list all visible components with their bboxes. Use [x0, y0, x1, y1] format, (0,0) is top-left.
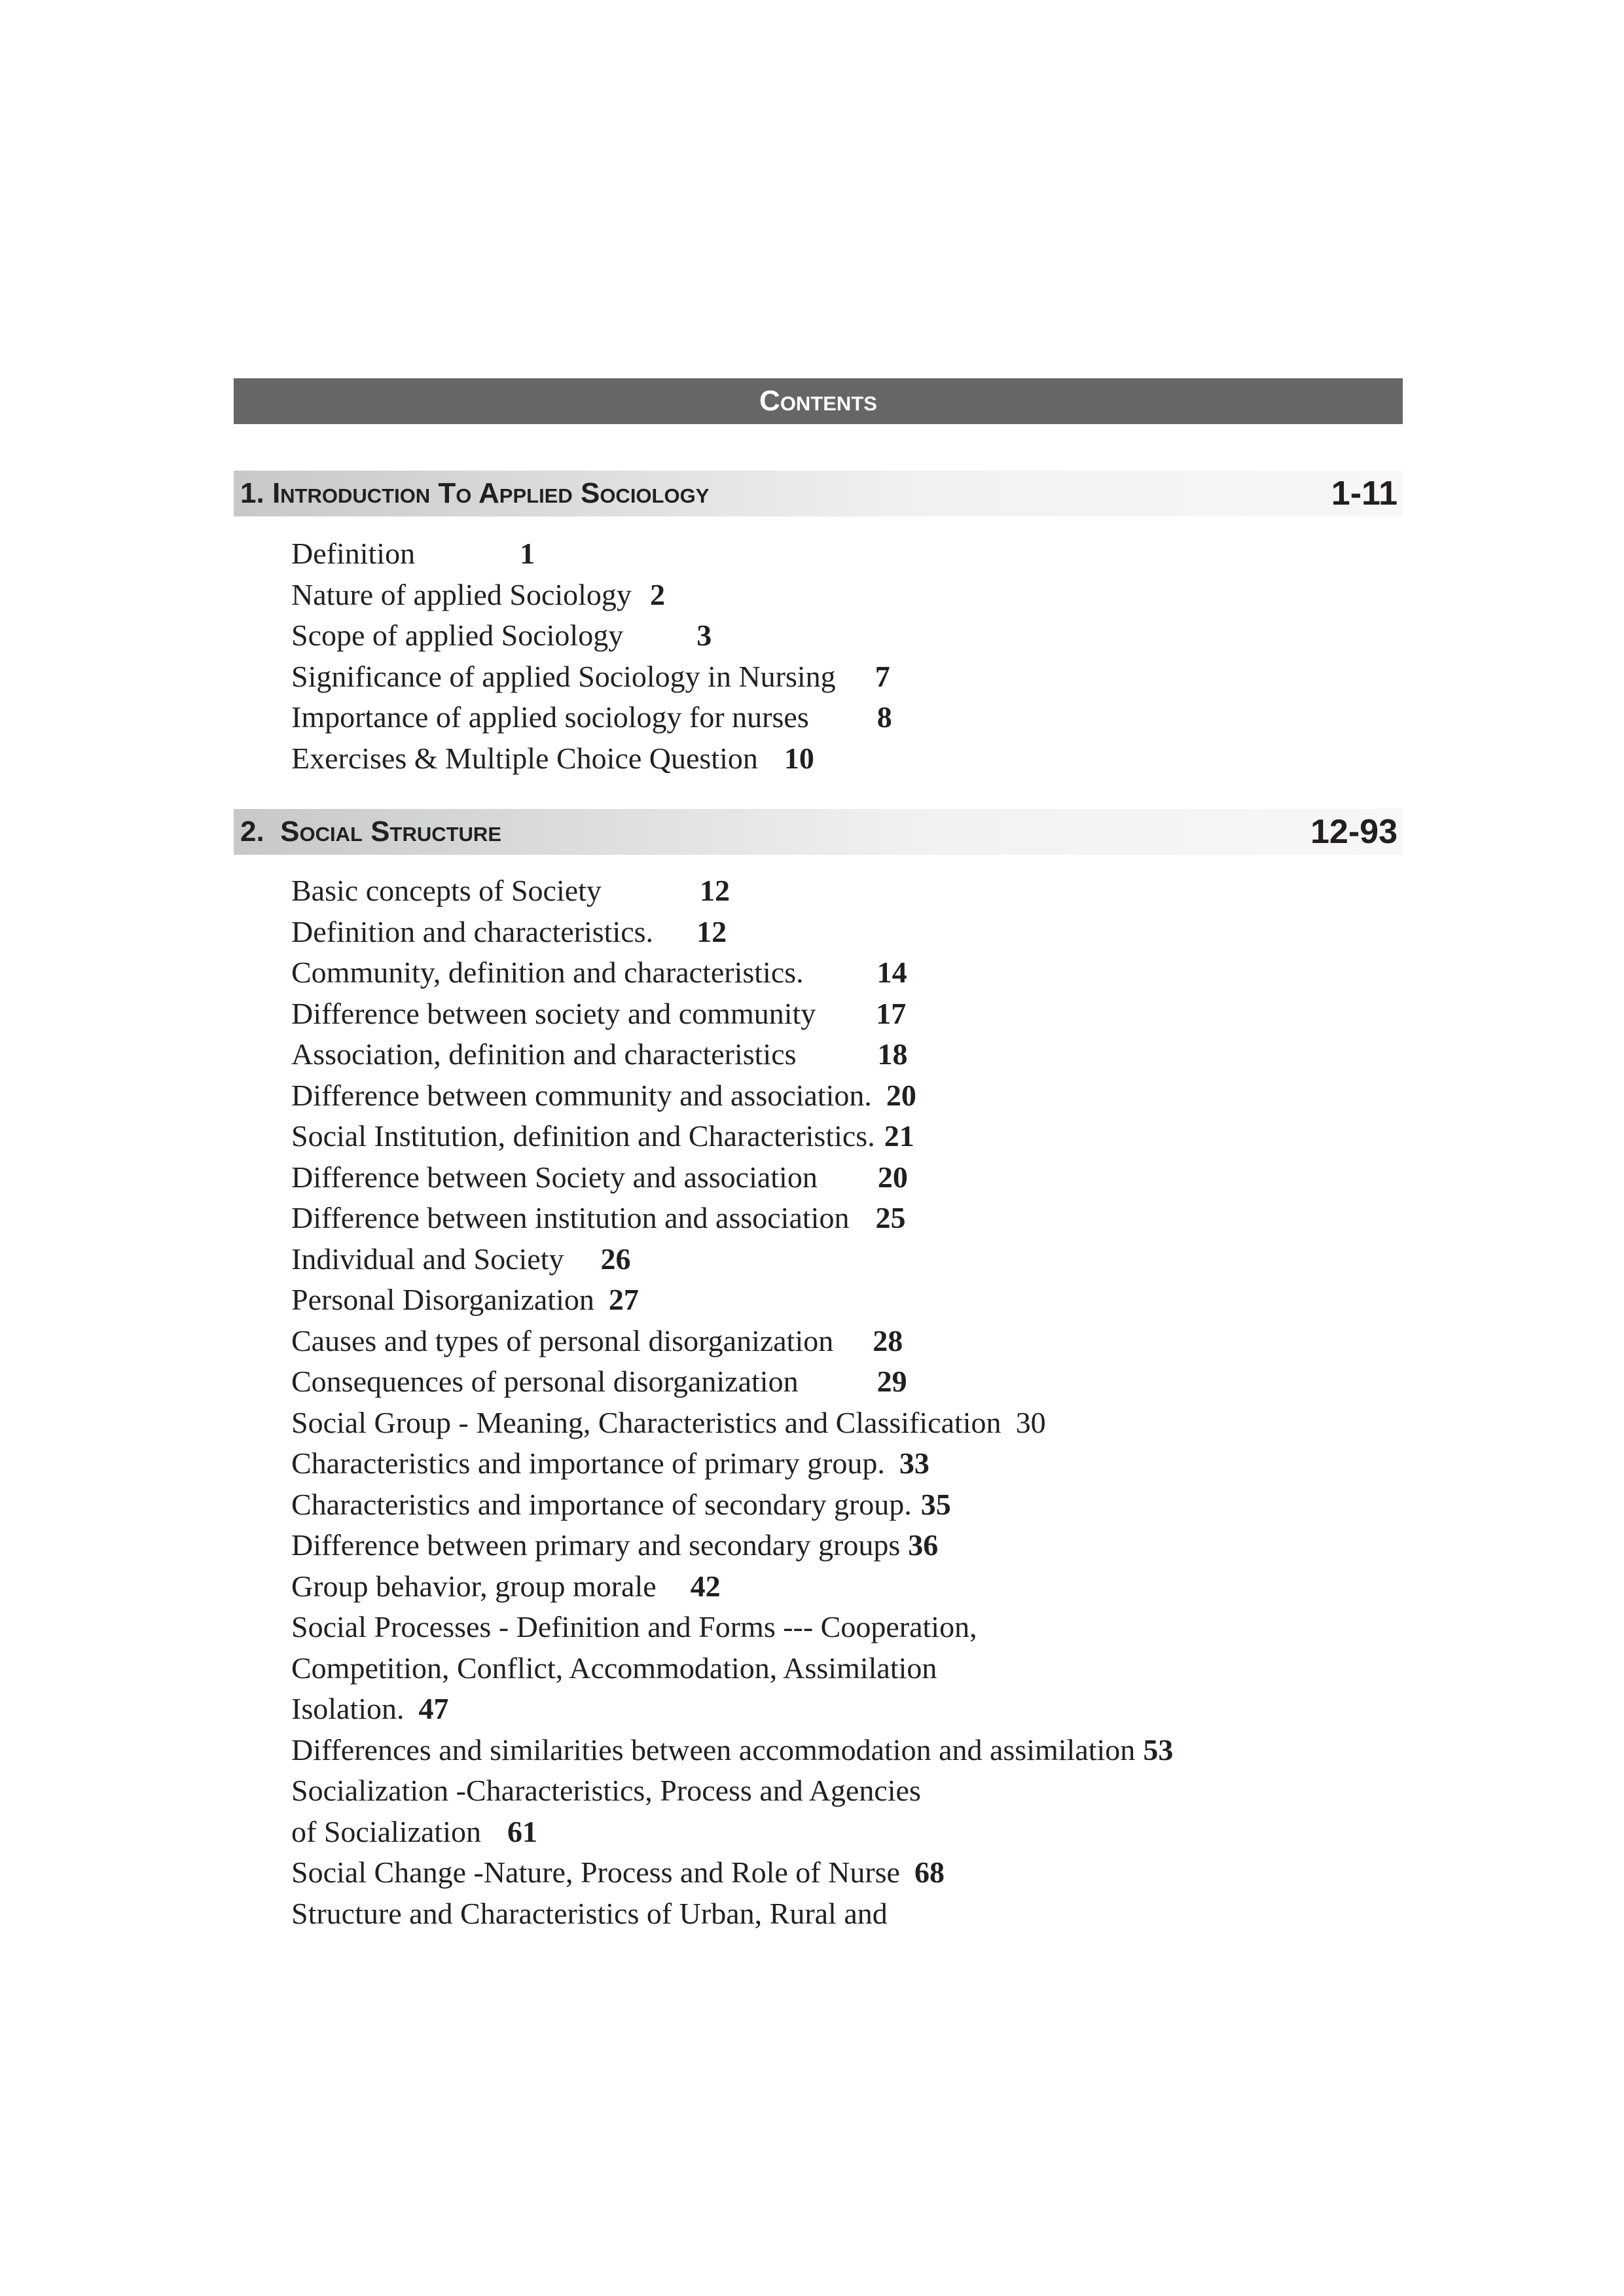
toc-entry[interactable]: Characteristics and importance of secondary group. 35: [291, 1487, 951, 1521]
toc-entry[interactable]: Importance of applied sociology for nurses 8: [291, 700, 892, 734]
section-title: 2. Social Structure: [240, 816, 501, 848]
section-page-range: 1-11: [1331, 475, 1398, 512]
toc-entry[interactable]: Nature of applied Sociology 2: [291, 577, 665, 611]
toc-entry[interactable]: Characteristics and importance of primary group. 33: [291, 1446, 929, 1480]
toc-entry[interactable]: Social Change -Nature, Process and Role of Nurse 68: [291, 1856, 945, 1889]
toc-entry[interactable]: Basic concepts of Society 12: [291, 874, 730, 907]
toc-entry[interactable]: Significance of applied Sociology in Nursing 7: [291, 659, 890, 693]
section-header-1: [234, 471, 1403, 516]
toc-entry[interactable]: Social Group - Meaning, Characteristics and Classification 30: [291, 1405, 1046, 1439]
toc-entry[interactable]: Consequences of personal disorganization 29: [291, 1365, 907, 1398]
toc-entry[interactable]: Difference between community and association. 20: [291, 1078, 916, 1112]
toc-entry[interactable]: Causes and types of personal disorganization 28: [291, 1323, 903, 1357]
toc-entry[interactable]: Definition and characteristics. 12: [291, 914, 727, 948]
toc-entry: Socialization -Characteristics, Process and Agencies: [291, 1774, 921, 1807]
contents-title: Contents: [759, 385, 877, 417]
toc-entry: Social Processes - Definition and Forms --- Cooperation,: [291, 1610, 977, 1643]
toc-entry[interactable]: Difference between Society and association 20: [291, 1160, 908, 1194]
toc-entry[interactable]: Difference between society and community 17: [291, 996, 907, 1030]
section-title: 1. Introduction To Applied Sociology: [240, 477, 710, 509]
toc-entry[interactable]: Group behavior, group morale 42: [291, 1569, 721, 1603]
toc-entry[interactable]: Scope of applied Sociology 3: [291, 619, 712, 652]
toc-entry[interactable]: Difference between institution and association 25: [291, 1201, 906, 1234]
toc-entry: Structure and Characteristics of Urban, Rural and: [291, 1896, 888, 1930]
toc-entry: Competition, Conflict, Accommodation, Assimilation: [291, 1651, 937, 1685]
toc-entry[interactable]: Definition 1: [291, 537, 535, 570]
toc-entry[interactable]: Association, definition and characteristics 18: [291, 1037, 908, 1071]
section-header-2: [234, 809, 1403, 855]
toc-entry[interactable]: of Socialization 61: [291, 1814, 537, 1848]
toc-entry[interactable]: Exercises & Multiple Choice Question 10: [291, 741, 814, 775]
toc-entry[interactable]: Social Institution, definition and Characteristics. 21: [291, 1119, 914, 1153]
toc-entry[interactable]: Personal Disorganization 27: [291, 1283, 639, 1316]
toc-entry[interactable]: Isolation. 47: [291, 1692, 449, 1725]
section-page-range: 12-93: [1310, 813, 1398, 851]
contents-banner: [234, 378, 1403, 424]
section-2-entries: [291, 870, 1173, 1934]
toc-entry[interactable]: Individual and Society 26: [291, 1242, 631, 1276]
toc-entry[interactable]: Community, definition and characteristics. 14: [291, 956, 907, 989]
section-1-entries: [291, 533, 892, 779]
toc-entry[interactable]: Differences and similarities between accommodation and assimilation 53: [291, 1732, 1174, 1767]
toc-entry[interactable]: Difference between primary and secondary groups 36: [291, 1528, 939, 1562]
